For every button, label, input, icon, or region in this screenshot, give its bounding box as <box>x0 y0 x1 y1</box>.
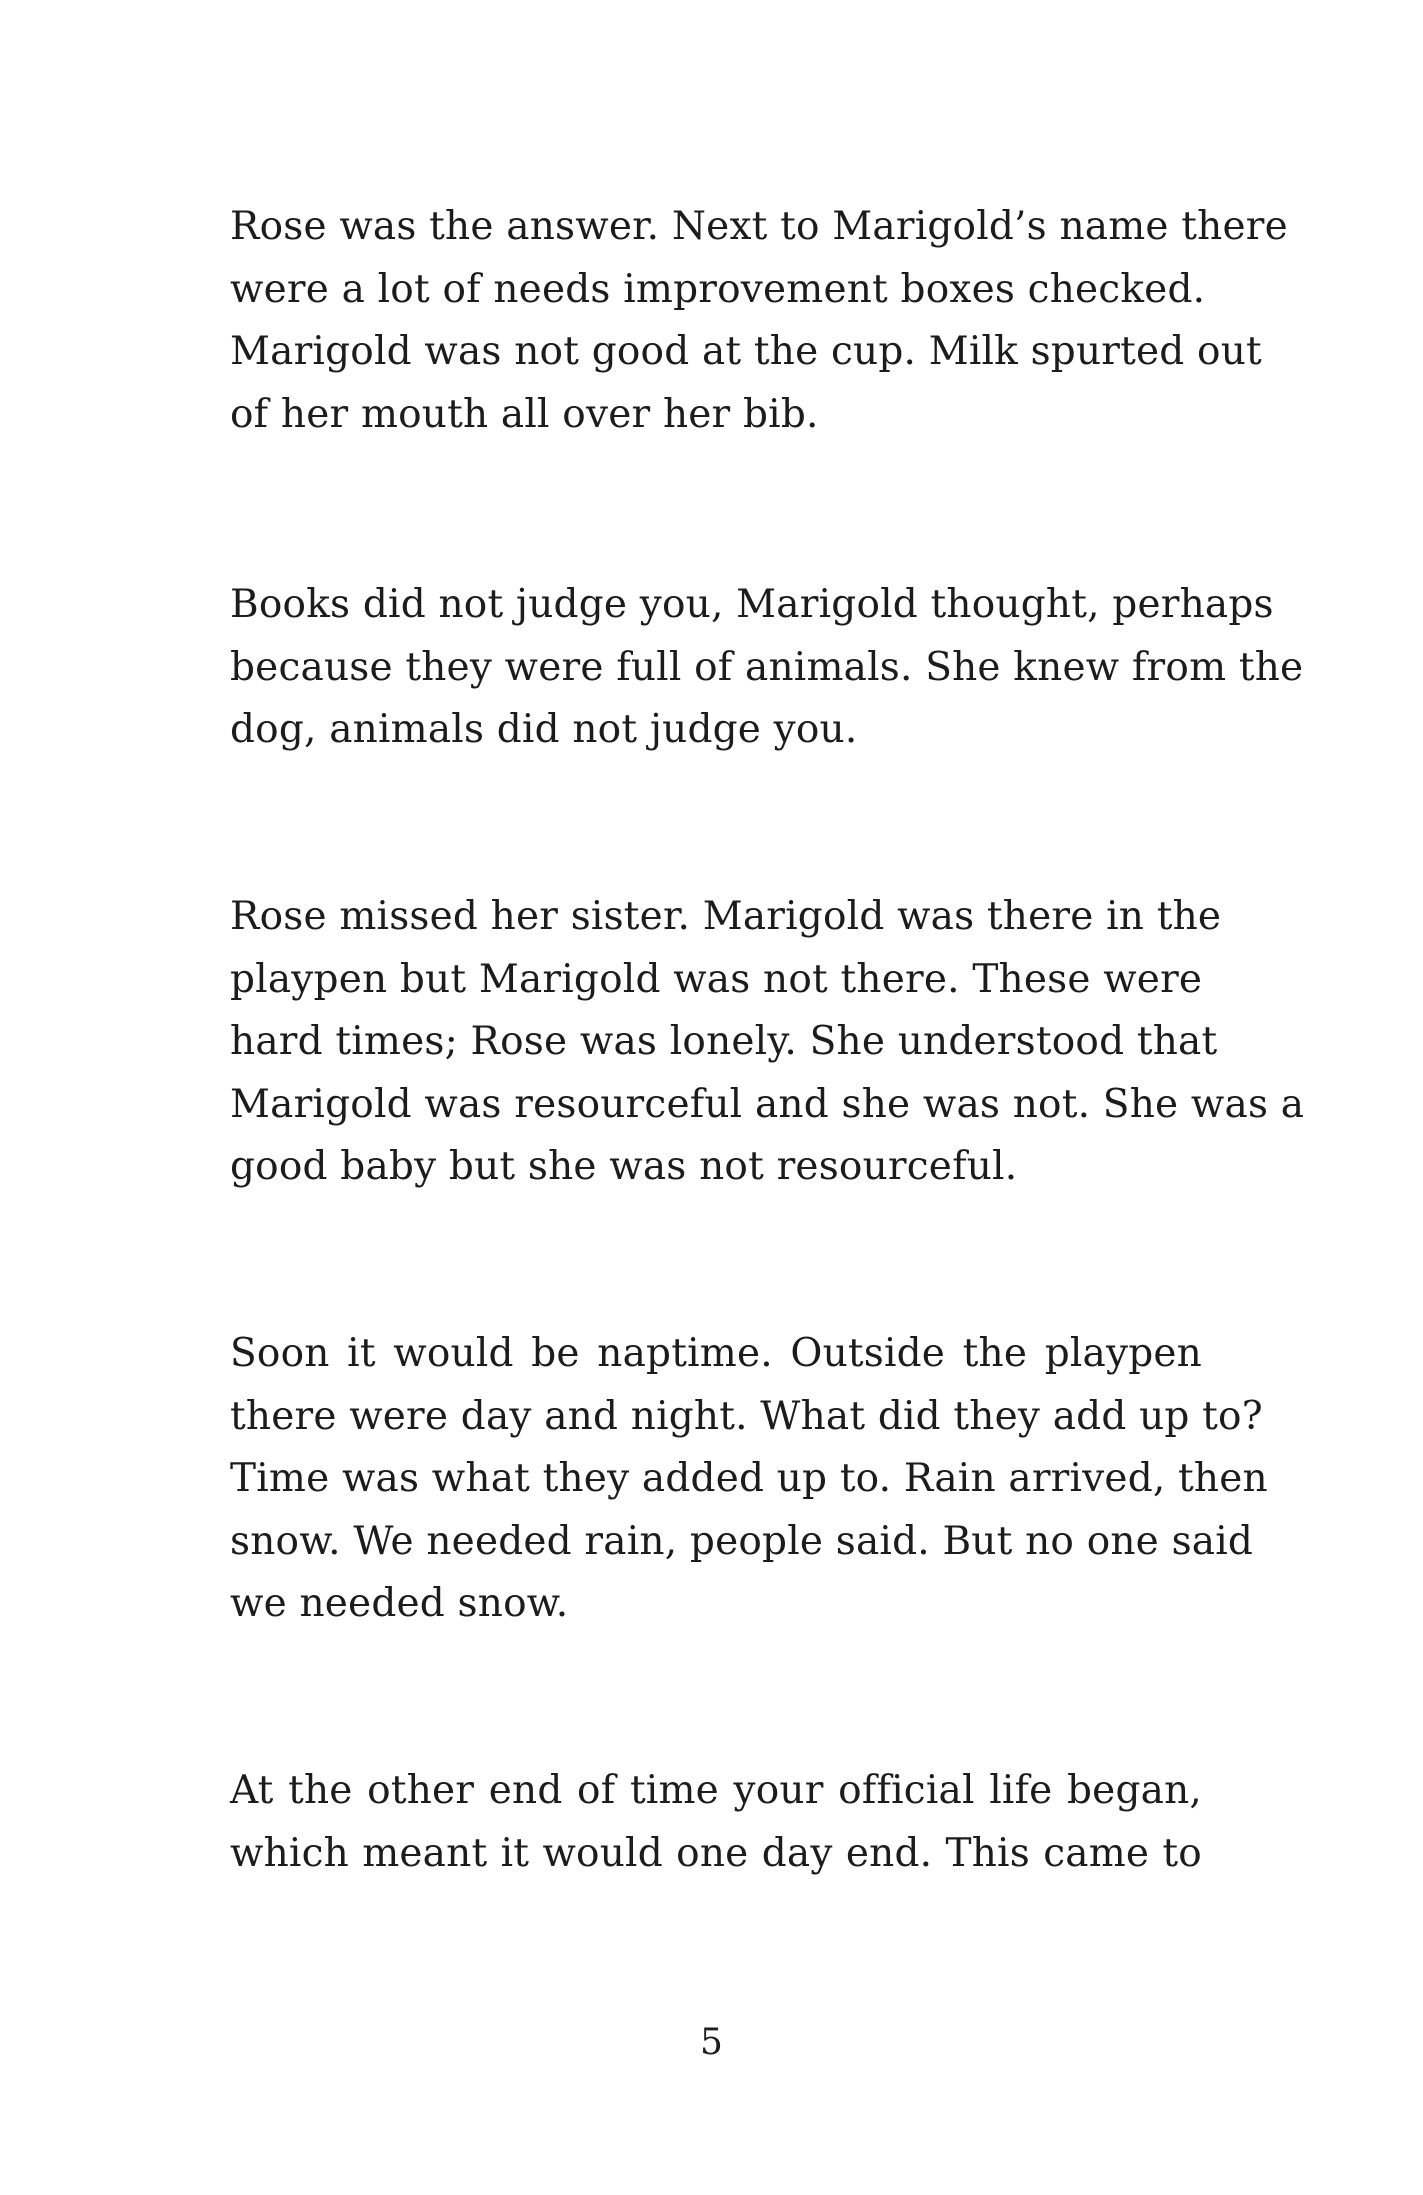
text-line: we needed snow. <box>230 1581 569 1626</box>
text-line: Soon it would be naptime. Outside the playpen <box>230 1331 1202 1376</box>
text-line: playpen but Marigold was not there. These were <box>230 956 1203 1002</box>
paragraph-5 <box>230 1760 1202 1885</box>
text-line: Time was what they added up to. Rain arrived, then <box>230 1456 1268 1501</box>
paragraph-3 <box>230 886 1305 1199</box>
paragraph-1 <box>230 196 1288 446</box>
text-line: dog, animals did not judge you. <box>230 707 858 752</box>
text-line: there were day and night. What did they add up to? <box>230 1393 1263 1439</box>
text-line: Marigold was resourceful and she was not. She was a <box>230 1081 1305 1127</box>
text-line: Rose was the answer. Next to Marigold’s name there <box>230 204 1288 249</box>
page-number: 5 <box>700 2022 723 2063</box>
paragraph-4 <box>230 1323 1268 1636</box>
text-line: hard times; Rose was lonely. She understood that <box>230 1019 1218 1064</box>
text-line: were a lot of needs improvement boxes checked. <box>230 266 1206 312</box>
text-line: of her mouth all over her bib. <box>230 391 819 437</box>
paragraph-2 <box>230 574 1304 762</box>
text-line: because they were full of animals. She knew from the <box>230 644 1304 690</box>
text-line: Marigold was not good at the cup. Milk spurted out <box>230 329 1262 374</box>
text-line: good baby but she was not resourceful. <box>230 1144 1018 1189</box>
text-line: Rose missed her sister. Marigold was there in the <box>230 894 1222 939</box>
text-line: snow. We needed rain, people said. But no one said <box>230 1518 1254 1564</box>
text-line: Books did not judge you, Marigold thought, perhaps <box>230 582 1274 627</box>
text-line: which meant it would one day end. This came to <box>230 1830 1202 1876</box>
text-line: At the other end of time your official life began, <box>230 1768 1202 1813</box>
